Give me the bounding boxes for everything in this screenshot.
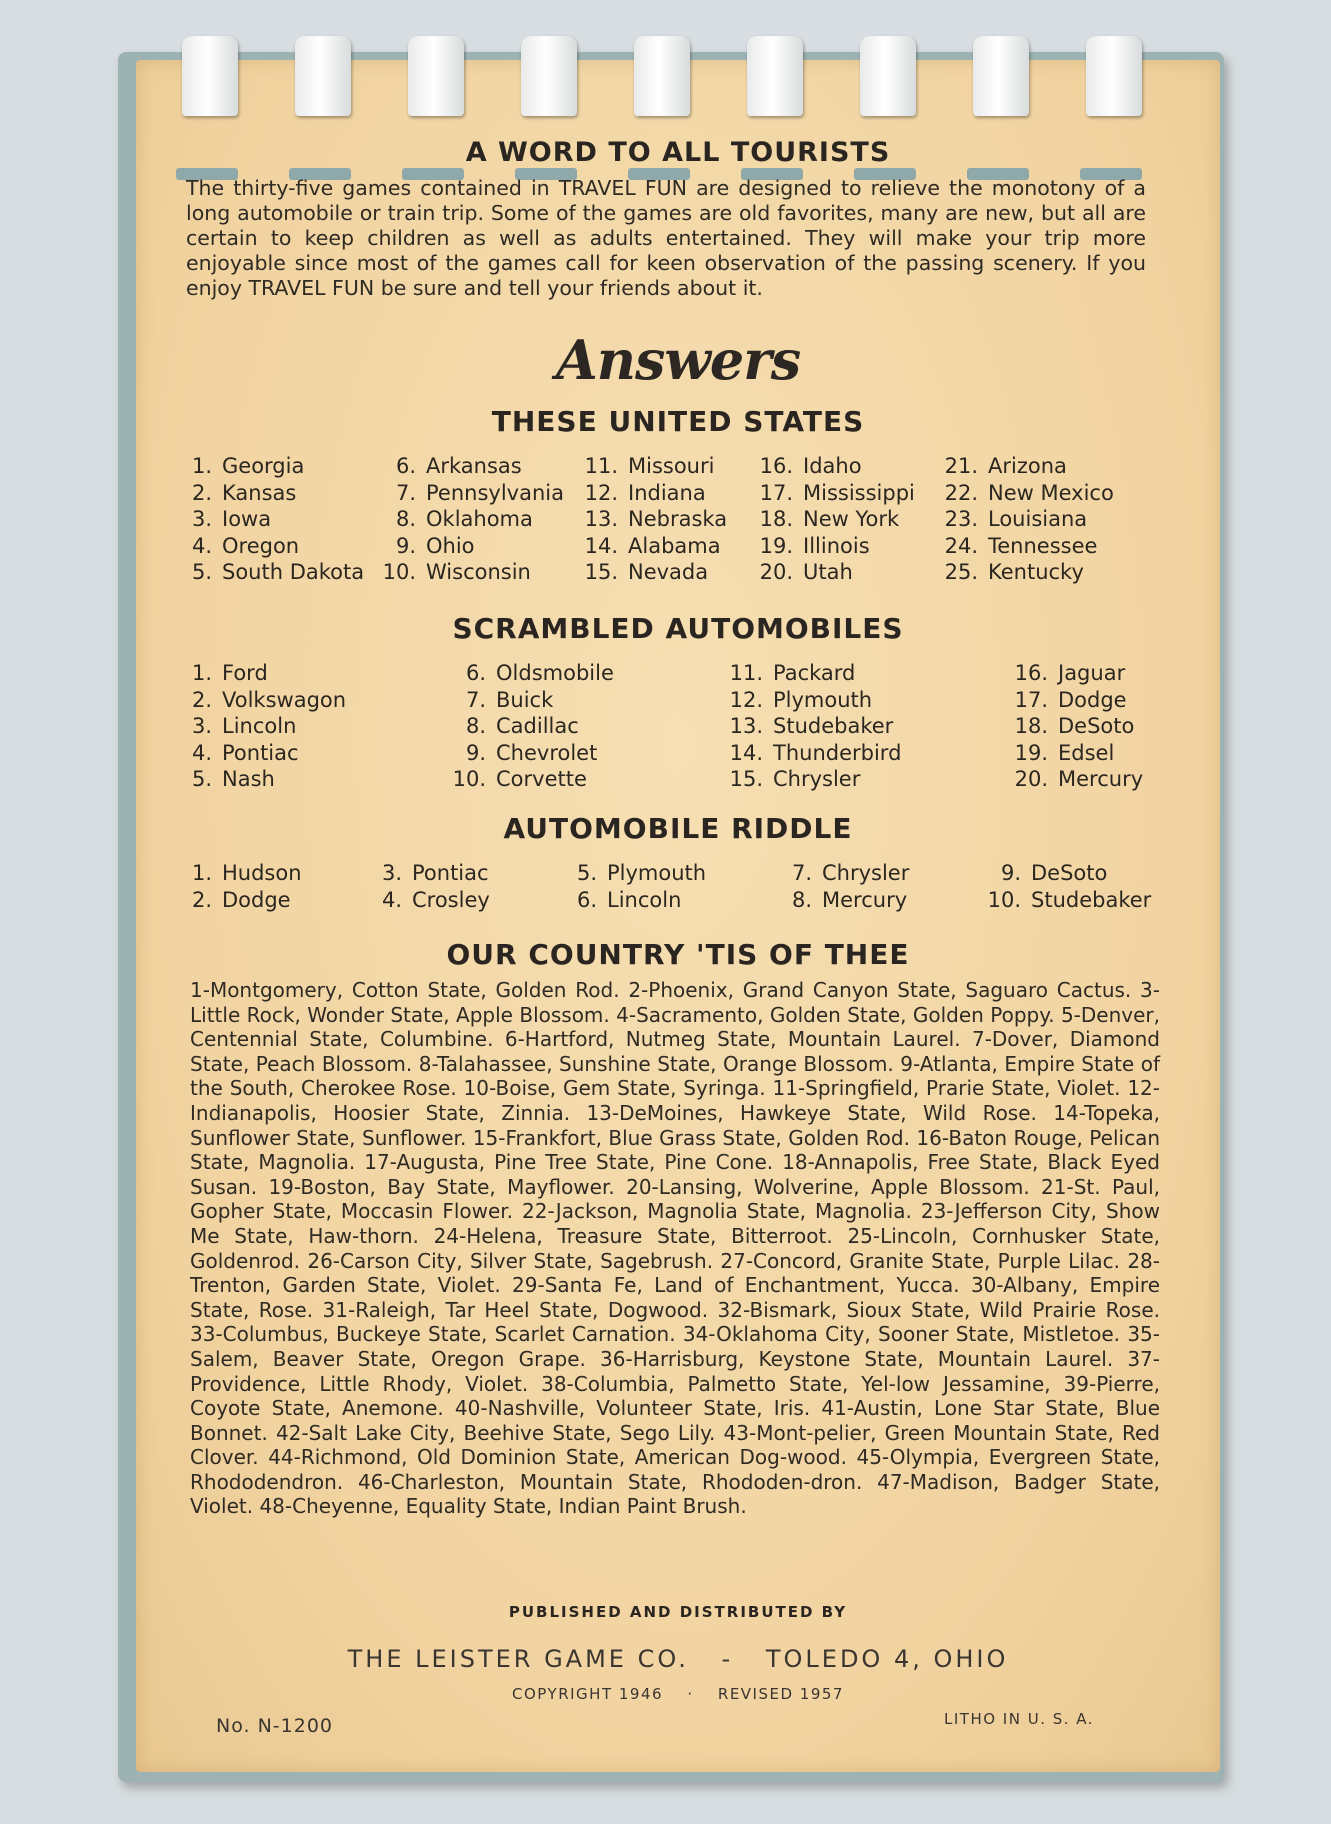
answer-text: Wisconsin (426, 560, 531, 584)
answer-text: Packard (773, 661, 856, 685)
answer-text: Arkansas (426, 454, 522, 478)
riddle-answers (190, 860, 1170, 913)
answer-item (755, 506, 940, 533)
answer-number: 1. (191, 661, 212, 685)
answer-item (725, 687, 1010, 714)
answer-number: 24. (944, 533, 978, 558)
answer-text: Illinois (803, 533, 870, 558)
answer-text: Oldsmobile (496, 661, 614, 685)
answer-column (985, 860, 1155, 913)
answer-number: 3. (191, 714, 212, 738)
company-name: THE LEISTER GAME CO. (347, 1645, 689, 1673)
answer-text: Studebaker (1031, 887, 1152, 912)
answer-number: 16. (1014, 661, 1048, 685)
answer-number: 16. (759, 454, 793, 478)
answer-text: Studebaker (773, 714, 894, 738)
riddle-title: AUTOMOBILE RIDDLE (503, 812, 853, 845)
answer-item (450, 713, 725, 740)
catalog-number: No. N-1200 (216, 1715, 334, 1737)
answer-text: Pontiac (412, 861, 489, 885)
country-paragraph: 1-Montgomery, Cotton State, Golden Rod. 2-Phoenix, Grand Canyon State, Saguaro Cactus. 3-Little Rock, Wonder State, Apple Blossom. 4-Sacramento, Golden State, Golden Poppy. 5-Denver, Centennial State, Columbine. 6-Hartford, Nutmeg State, Mountain Laurel. 7-Dover, Diamond State, Peach Blossom. 8-Talahassee, Sunshine State, Orange Blossom. 9-Atlanta, Empire State of the South, Cherokee Rose. 10-Boise, Gem State, Syringa. 11-Springfield, Prarie State, Violet. 12-Indianapolis, Hoosier State, Zinnia. 13-DeMoines, Hawkeye State, Wild Rose. 14-Topeka, Sunflower State, Sunflower. 15-Frankfort, Blue Grass State, Golden Rod. 16-Baton Rouge, Pelican State, Magnolia. 17-Augusta, Pine Tree State, Pine Cone. 18-Annapolis, Free State, Black Eyed Susan. 19-Boston, Bay State, Mayflower. 20-Lansing, Wolverine, Apple Blossom. 21-St. Paul, Gopher State, Moccasin Flower. 22-Jackson, Magnolia State, Magnolia. 23-Jefferson City, Show Me State, Haw-thorn. 24-Helena, Treasure State, Bitterroot. 25-Lincoln, Cornhusker State, Goldenrod. 26-Carson City, Silver State, Sagebrush. 27-Concord, Granite State, Purple Lilac. 28-Trenton, Garden State, Violet. 29-Santa Fe, Land of Enchantment, Yucca. 30-Albany, Empire State, Rose. 31-Raleigh, Tar Heel State, Dogwood. 32-Bismark, Sioux State, Wild Prairie Rose. 33-Columbus, Buckeye State, Scarlet Carnation. 34-Oklahoma City, Sooner State, Mistletoe. 35-Salem, Beaver State, Oregon Grape. 36-Harrisburg, Keystone State, Mountain Laurel. 37-Providence, Little Rhody, Violet. 38-Columbia, Palmetto State, Yel-low Jessamine, 39-Pierre, Coyote State, Anemone. 40-Nashville, Volunteer State, Iris. 41-Austin, Lone Star State, Blue Bonnet. 42-Salt Lake City, Beehive State, Sego Lily. 43-Mont-pelier, Green Mountain State, Red Clover. 44-Richmond, Old Dominion State, American Dog-wood. 45-Olympia, Evergreen State, Rhododendron. 46-Charleston, Mountain State, Rhododen-dron. 47-Madison, Badger State, Violet. 48-Cheyenne, Equality State, Indian Paint Brush. (190, 978, 1160, 1519)
answer-number: 14. (584, 533, 618, 558)
answer-text: Thunderbird (773, 740, 902, 765)
separator: - (721, 1645, 734, 1673)
binding-ring (747, 36, 803, 116)
answer-text: Kentucky (988, 560, 1084, 584)
united-states-title: THESE UNITED STATES (491, 405, 865, 438)
answer-number: 6. (395, 454, 416, 478)
answer-column (190, 453, 380, 586)
answer-text: Plymouth (607, 861, 707, 885)
answer-item (790, 860, 985, 887)
copyright-line (136, 1685, 1220, 1703)
answer-number: 5. (191, 560, 212, 584)
answer-number: 5. (191, 767, 212, 791)
answer-item (1010, 660, 1160, 687)
answer-number: 4. (191, 740, 212, 765)
binding-ring (860, 36, 916, 116)
answer-column (1010, 660, 1160, 793)
answer-item (725, 660, 1010, 687)
answer-number: 15. (729, 767, 763, 791)
answer-number: 1. (191, 454, 212, 478)
answer-item (790, 887, 985, 914)
answer-item (1010, 687, 1160, 714)
binding-ring (408, 36, 464, 116)
answer-text: Edsel (1058, 740, 1115, 765)
answer-text: Ohio (426, 533, 475, 558)
binding-ring (521, 36, 577, 116)
answer-number: 17. (759, 480, 793, 505)
answer-text: Missouri (628, 454, 715, 478)
answer-column (725, 660, 1010, 793)
answer-number: 3. (381, 861, 402, 885)
answer-number: 18. (1014, 714, 1048, 738)
answer-number: 19. (759, 533, 793, 558)
answer-item (755, 533, 940, 560)
answer-item (380, 453, 580, 480)
answer-text: Lincoln (607, 887, 682, 912)
answer-number: 12. (729, 687, 763, 712)
binding-ring (634, 36, 690, 116)
answer-item (755, 453, 940, 480)
answer-number: 5. (576, 861, 597, 885)
answer-item (450, 766, 725, 793)
answer-item (380, 887, 575, 914)
answer-text: Hudson (222, 861, 302, 885)
answer-column (940, 453, 1140, 586)
answer-number: 10. (382, 560, 416, 584)
answer-item (190, 687, 450, 714)
answer-item (580, 480, 755, 507)
answer-text: Dodge (222, 887, 291, 912)
answer-text: New Mexico (988, 480, 1114, 505)
scrambled-answers (190, 660, 1170, 793)
binding-ring (973, 36, 1029, 116)
answer-item (450, 740, 725, 767)
answer-text: Pontiac (222, 740, 299, 765)
answer-item (940, 559, 1140, 586)
answer-number: 2. (191, 687, 212, 712)
answer-text: DeSoto (1058, 714, 1135, 738)
answer-text: Buick (496, 687, 554, 712)
binding-ring (182, 36, 238, 116)
answer-item (190, 533, 380, 560)
answer-number: 3. (191, 507, 212, 531)
answer-text: Chrysler (822, 861, 910, 885)
answer-item (580, 533, 755, 560)
answer-item (580, 559, 755, 586)
answer-column (790, 860, 985, 913)
answer-item (580, 453, 755, 480)
answer-text: Ford (222, 661, 268, 685)
binding-ring (295, 36, 351, 116)
answer-number: 25. (944, 560, 978, 584)
answer-number: 2. (191, 480, 212, 505)
answer-item (190, 713, 450, 740)
answer-item (190, 860, 380, 887)
answer-item (380, 860, 575, 887)
answer-text: Cadillac (496, 714, 579, 738)
answer-item (940, 453, 1140, 480)
answer-number: 8. (395, 507, 416, 531)
answer-item (190, 766, 450, 793)
answer-number: 9. (465, 740, 486, 765)
answer-item (940, 533, 1140, 560)
answers-title: Answers (555, 328, 801, 392)
answer-text: Louisiana (988, 507, 1088, 531)
answer-text: New York (803, 507, 900, 531)
answer-item (985, 860, 1155, 887)
answer-text: Nash (222, 767, 275, 791)
answer-item (580, 506, 755, 533)
answer-item (450, 660, 725, 687)
answer-item (190, 506, 380, 533)
answer-number: 4. (191, 533, 212, 558)
answer-text: South Dakota (222, 560, 365, 584)
answer-number: 9. (1000, 861, 1021, 885)
answer-item (985, 887, 1155, 914)
answer-item (940, 480, 1140, 507)
answer-item (450, 687, 725, 714)
answer-number: 1. (191, 861, 212, 885)
answer-text: Nevada (628, 560, 709, 584)
answer-number: 23. (944, 507, 978, 531)
answer-number: 20. (1014, 767, 1048, 791)
answer-item (190, 559, 380, 586)
answer-text: Lincoln (222, 714, 297, 738)
answer-text: Chevrolet (496, 740, 598, 765)
answer-column (450, 660, 725, 793)
litho-label: LITHO IN U. S. A. (944, 1710, 1095, 1728)
answer-column (380, 453, 580, 586)
answer-number: 7. (465, 687, 486, 712)
answer-text: Nebraska (628, 507, 728, 531)
answer-item (940, 506, 1140, 533)
answer-item (380, 559, 580, 586)
answer-number: 10. (452, 767, 486, 791)
answer-item (755, 559, 940, 586)
answer-number: 13. (584, 507, 618, 531)
answer-item (380, 506, 580, 533)
answer-item (575, 887, 790, 914)
answer-column (580, 453, 755, 586)
answer-number: 11. (584, 454, 618, 478)
answer-text: Oklahoma (426, 507, 533, 531)
answer-column (190, 660, 450, 793)
answer-number: 22. (944, 480, 978, 505)
answer-text: Crosley (412, 887, 490, 912)
revised: REVISED 1957 (717, 1685, 844, 1703)
answer-text: Arizona (988, 454, 1067, 478)
scrambled-title: SCRAMBLED AUTOMOBILES (452, 612, 904, 645)
answer-number: 14. (729, 740, 763, 765)
answer-number: 17. (1014, 687, 1048, 712)
answer-column (380, 860, 575, 913)
answer-number: 18. (759, 507, 793, 531)
answer-number: 13. (729, 714, 763, 738)
answer-text: Iowa (222, 507, 272, 531)
answer-column (755, 453, 940, 586)
answer-item (380, 533, 580, 560)
answer-item (725, 740, 1010, 767)
answer-item (755, 480, 940, 507)
answer-item (190, 660, 450, 687)
answer-number: 4. (381, 887, 402, 912)
answer-number: 21. (944, 454, 978, 478)
answer-text: Jaguar (1058, 661, 1126, 685)
answer-number: 6. (576, 887, 597, 912)
copyright: COPYRIGHT 1946 (512, 1685, 664, 1703)
answer-text: Corvette (496, 767, 587, 791)
answer-text: Tennessee (988, 533, 1098, 558)
answer-item (190, 453, 380, 480)
separator-dot: · (687, 1685, 694, 1703)
answer-text: Plymouth (773, 687, 873, 712)
country-title: OUR COUNTRY 'TIS OF THEE (446, 938, 910, 971)
answer-text: Utah (803, 560, 853, 584)
answer-number: 10. (987, 887, 1021, 912)
answer-text: Oregon (222, 533, 300, 558)
answer-number: 8. (791, 887, 812, 912)
publisher-line (136, 1645, 1220, 1673)
answer-item (575, 860, 790, 887)
answer-text: Volkswagon (222, 687, 347, 712)
answer-number: 15. (584, 560, 618, 584)
intro-title: A WORD TO ALL TOURISTS (465, 137, 891, 168)
answer-item (725, 766, 1010, 793)
answer-number: 7. (791, 861, 812, 885)
answer-text: Georgia (222, 454, 305, 478)
intro-paragraph: The thirty-five games contained in TRAVEL FUN are designed to relieve the monotony of a long automobile or train trip. Some of the games are old favorites, many are new, but all are certain to keep children as well as adults entertained. They will make your trip more enjoyable since most of the games call for keen observation of the passing scenery. If you enjoy TRAVEL FUN be sure and tell your friends about it. (186, 176, 1146, 300)
answer-text: Dodge (1058, 687, 1127, 712)
answer-number: 19. (1014, 740, 1048, 765)
answer-item (725, 713, 1010, 740)
answer-text: Indiana (628, 480, 706, 505)
answer-item (190, 740, 450, 767)
answer-number: 9. (395, 533, 416, 558)
answer-number: 7. (395, 480, 416, 505)
answer-text: Alabama (628, 533, 721, 558)
answer-column (190, 860, 380, 913)
answer-text: DeSoto (1031, 861, 1108, 885)
answer-number: 12. (584, 480, 618, 505)
answer-text: Idaho (803, 454, 862, 478)
published-label: PUBLISHED AND DISTRIBUTED BY (508, 1603, 848, 1621)
answer-item (380, 480, 580, 507)
answer-text: Mercury (822, 887, 908, 912)
answer-number: 2. (191, 887, 212, 912)
answer-item (190, 480, 380, 507)
answer-text: Chrysler (773, 767, 861, 791)
company-city: TOLEDO 4, OHIO (765, 1645, 1009, 1673)
answer-number: 8. (465, 714, 486, 738)
answer-item (1010, 713, 1160, 740)
answer-number: 6. (465, 661, 486, 685)
answer-column (575, 860, 790, 913)
answer-item (190, 887, 380, 914)
answer-number: 11. (729, 661, 763, 685)
answer-text: Mercury (1058, 767, 1144, 791)
binding-ring (1086, 36, 1142, 116)
answer-text: Pennsylvania (426, 480, 564, 505)
answer-item (1010, 740, 1160, 767)
answer-text: Kansas (222, 480, 297, 505)
answer-page (136, 60, 1220, 1772)
answer-item (1010, 766, 1160, 793)
answer-text: Mississippi (803, 480, 915, 505)
answer-number: 20. (759, 560, 793, 584)
united-states-answers (190, 453, 1170, 586)
